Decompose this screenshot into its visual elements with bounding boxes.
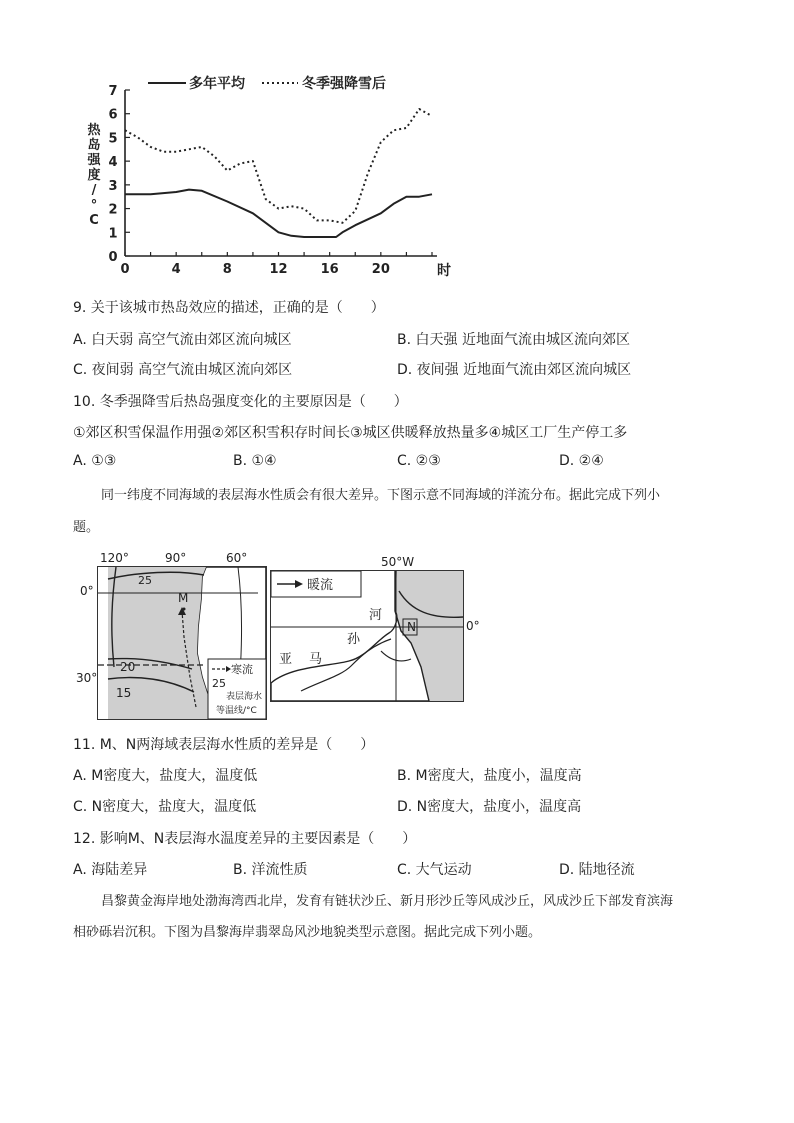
river-char-he: 河: [369, 608, 383, 623]
chart-axes: [125, 90, 437, 256]
legend-iso-text-1: 表层海水: [226, 692, 263, 702]
isotherm-label-15: 15: [116, 686, 132, 700]
chart-ticks: [108, 84, 432, 277]
q11-option-b[interactable]: B. M密度大，盐度小，温度高: [397, 768, 582, 784]
legend-dotted-label: 冬季强降雪后: [302, 76, 386, 92]
river-char-ya: 亚: [279, 652, 293, 667]
isotherm-label-20: 20: [120, 660, 136, 674]
y-tick-label: 4: [108, 155, 118, 171]
legend-iso-text-2: 等温线/°C: [216, 706, 257, 716]
x-axis-label: 时: [437, 263, 451, 279]
y-tick-label: 2: [108, 202, 118, 218]
legend-warm-label: 暖流: [307, 578, 334, 593]
x-tick-label: 20: [371, 262, 390, 277]
q11-stem: 11. M、N两海域表层海水性质的差异是（ ）: [73, 737, 375, 753]
q10-option-a[interactable]: A. ①③: [73, 453, 117, 469]
x-tick-label: 16: [320, 262, 339, 277]
heat-island-chart: [80, 70, 460, 282]
q11-option-d[interactable]: D. N密度大，盐度小，温度高: [397, 799, 582, 815]
intro3-line1: 昌黎黄金海岸地处渤海湾西北岸，发育有链状沙丘、新月形沙丘等风成沙丘，风成沙丘下部发育滨海: [101, 894, 674, 909]
q12-stem: 12. 影响M、N表层海水温度差异的主要因素是（ ）: [73, 831, 417, 847]
intro2-line2: 题。: [73, 520, 100, 535]
y-axis-label-char: 强: [87, 153, 101, 168]
q9-option-a[interactable]: A. 白天弱 高空气流由郊区流向城区: [73, 332, 292, 348]
map-right-svg: [271, 571, 463, 701]
legend-iso-value: 25: [212, 677, 226, 690]
legend-cold-label: 寒流: [231, 663, 253, 676]
y-tick-label: 3: [108, 178, 118, 194]
q10-statements: ①郊区积雪保温作用强②郊区积雪积存时间长③城区供暖释放热量多④城区工厂生产停工多: [73, 425, 628, 441]
chart-legend: [148, 75, 386, 92]
y-axis-label-char: 热: [87, 123, 101, 138]
point-m: M: [178, 591, 189, 605]
map-left-lon-90: 90°: [165, 551, 187, 565]
q10-option-b[interactable]: B. ①④: [233, 453, 277, 469]
y-tick-label: 7: [108, 84, 118, 99]
q10-stem: 10. 冬季强降雪后热岛强度变化的主要原因是（ ）: [73, 394, 408, 410]
legend-solid-label: 多年平均: [189, 76, 245, 92]
y-tick-label: 5: [108, 131, 118, 147]
series-line-1: [125, 190, 432, 237]
map-left-lat-30: 30°: [76, 671, 98, 685]
x-tick-label: 0: [120, 262, 130, 277]
map-right-lat-0: 0°: [466, 619, 480, 633]
map-left-lat-0: 0°: [80, 584, 94, 598]
q12-option-c[interactable]: C. 大气运动: [397, 862, 472, 878]
x-tick-label: 4: [171, 262, 181, 277]
point-m-dot: [183, 608, 186, 611]
chart-series: [125, 109, 432, 237]
x-tick-label: 12: [269, 262, 288, 277]
map-left-svg: [98, 567, 266, 719]
q9-option-b[interactable]: B. 白天强 近地面气流由城区流向郊区: [397, 332, 630, 348]
intro3-line2: 相砂砾岩沉积。下图为昌黎海岸翡翠岛风沙地貌类型示意图。据此完成下列小题。: [73, 925, 542, 940]
y-axis-label-char: /: [91, 183, 97, 198]
q9-stem: 9. 关于该城市热岛效应的描述，正确的是（ ）: [73, 300, 385, 316]
q9-option-c[interactable]: C. 夜间弱 高空气流由城区流向郊区: [73, 362, 293, 378]
y-axis-label-char: 岛: [87, 138, 101, 153]
point-n: N: [407, 620, 416, 634]
y-axis-label-char: C: [89, 213, 99, 228]
y-tick-label: 1: [108, 226, 118, 242]
y-axis-label-char: °: [90, 198, 98, 213]
q11-option-c[interactable]: C. N密度大，盐度大，温度低: [73, 799, 257, 815]
y-tick-label: 6: [108, 107, 118, 123]
river-char-ma: 马: [309, 652, 323, 667]
map-left-frame: [97, 566, 267, 720]
map-left-lon-60: 60°: [226, 551, 248, 565]
q12-option-b[interactable]: B. 洋流性质: [233, 862, 308, 878]
river-char-sun: 孙: [347, 632, 361, 647]
series-line-2: [125, 109, 432, 223]
y-tick-label: 0: [108, 250, 118, 265]
q10-option-d[interactable]: D. ②④: [559, 453, 604, 469]
y-axis-label-char: 度: [87, 168, 101, 183]
q11-option-a[interactable]: A. M密度大，盐度大，温度低: [73, 768, 258, 784]
x-tick-label: 8: [222, 262, 232, 277]
q9-option-d[interactable]: D. 夜间强 近地面气流由郊区流向城区: [397, 362, 632, 378]
y-axis-label: [86, 122, 101, 228]
q12-option-a[interactable]: A. 海陆差异: [73, 862, 148, 878]
q12-option-d[interactable]: D. 陆地径流: [559, 862, 635, 878]
map-left-lon-120: 120°: [100, 551, 129, 565]
q10-option-c[interactable]: C. ②③: [397, 453, 441, 469]
isotherm-label-25: 25: [138, 574, 152, 587]
intro2-line1: 同一纬度不同海域的表层海水性质会有很大差异。下图示意不同海域的洋流分布。据此完成下列小: [101, 488, 661, 503]
map-right-frame: [270, 570, 464, 702]
map-right-lon-50w: 50°W: [381, 555, 415, 569]
